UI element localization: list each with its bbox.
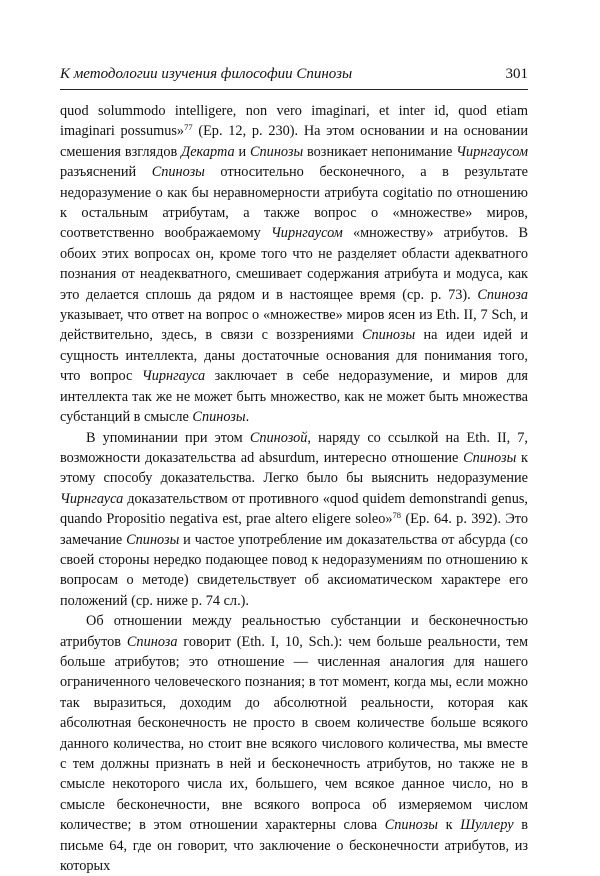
text-run: quod solummodo intelligere, non vero imaginari, et inter id, quod etiam imaginari possumus»: [60, 103, 528, 140]
italic-name: Спиноза: [477, 286, 528, 303]
text-run: говорит (Eth. I, 10, Sch.): чем больше реальности, тем больше атрибутов; это отношение — численная аналогия для нашего ограниченного человеческого познания; в тот момент, когда мы, если можно так выразиться, доходим до абсолютной реальности, которая как абсолютная бесконечность не просто в своем количестве больше всякого данного количества, но стоит вне всякого числового количества, мы вместе с тем должны признать в ней и бесконечность атрибутов, но также не в смысле некоторого числа их, большего, чем всякое данное число, но в смысле бесконечности, вне всякого вопроса об измеряемом числом количестве; в этом отношении характерны слова: [60, 633, 529, 834]
italic-name: Спинозой: [249, 429, 308, 446]
text-run: (Ep. 64. p. 392). Это замечание: [60, 511, 529, 548]
text-run: заключает в себе недоразумение, и миров для интеллекта так же не может быть множество, как не может быть множества субстанций в смысле: [60, 368, 529, 426]
italic-name: Спинозы: [463, 449, 517, 466]
italic-name: Спиноза: [126, 633, 178, 650]
text-run: к этому способу доказательства. Легко было бы выяснить недоразумение: [60, 449, 528, 487]
text-run: указывает, что ответ на вопрос о «множестве» миров ясен из Eth. II, 7 Sch, и действительно, здесь, в связи с воззрениями: [60, 307, 528, 344]
italic-name: Чирнгауса: [141, 368, 206, 385]
text-run: возникает непонимание: [303, 143, 457, 160]
text-run: доказательством от противного «quod quidem demonstrandi genus, quando Propositio negativa est, prae altero eligere soleo»: [60, 490, 528, 528]
footnote-ref: 77: [184, 122, 193, 133]
text-run: разъяснений: [60, 164, 152, 181]
paragraph: [60, 611, 528, 876]
italic-name: Спинозы: [249, 143, 304, 160]
running-title: К методологии изучения философии Спинозы: [60, 66, 353, 82]
text-run: (Ep. 12, p. 230). На этом основании и на основании смешения взглядов: [60, 123, 528, 160]
italic-name: Декарта: [181, 143, 235, 160]
text-run: .: [245, 409, 250, 426]
italic-name: Спинозы: [151, 164, 205, 181]
body-text: [60, 101, 528, 876]
italic-name: Чирнгаусом: [270, 225, 343, 242]
text-run: и частое употребление им доказательства от абсурда (со своей стороны нередко подающее повод к недоразумениям по отношению к вопросам о методе) свидетельствует об аксиоматическом характере его положений (ср. ниже р. 74 сл.).: [60, 531, 528, 609]
footnote-ref: 78: [392, 510, 402, 521]
text-run: в письме 64, где он говорит, что заключение о бесконечности атрибутов, из которых: [60, 817, 528, 875]
paragraph: [60, 101, 528, 428]
italic-name: Спинозы: [384, 817, 438, 834]
header-rule: [60, 89, 528, 90]
page-number: 301: [505, 66, 528, 82]
text-run: «множеству» атрибутов. В обоих этих вопросах он, кроме того что не разделяет области адекватного познания от неадекватного, смешивает содержания атрибута и модуса, как это делается сплошь да рядом и в настоящее время (ср. р. 73).: [60, 225, 529, 303]
running-header: [60, 64, 528, 84]
text-run: Об отношении между реальностью субстанции и бесконечностью атрибутов: [60, 613, 528, 650]
italic-name: Чирнгауса: [60, 490, 124, 507]
italic-name: Спинозы: [126, 531, 180, 548]
italic-name: Спинозы: [361, 327, 416, 344]
text-run: на идеи идей и сущность интеллекта, даны достаточные основания для понимания того, что вопрос: [60, 327, 529, 385]
italic-name: Шуллеру: [460, 817, 514, 834]
text-run: и: [234, 143, 250, 160]
italic-name: Спинозы: [192, 409, 246, 426]
text-run: к: [437, 817, 461, 834]
text-run: В упоминании при этом: [86, 429, 250, 446]
italic-name: Чирнгаусом: [456, 143, 528, 160]
paragraph: [60, 428, 528, 612]
text-run: , наряду со ссылкой на Eth. II, 7, возможности доказательства ad absurdum, интересно отношение: [60, 429, 528, 466]
text-run: относительно бесконечного, а в результате недоразумение о как бы неравномерности атрибута cogitatio по отношению к остальным атрибутам, а также вопрос о «множестве» миров, соответственно воображаемому: [60, 164, 528, 242]
